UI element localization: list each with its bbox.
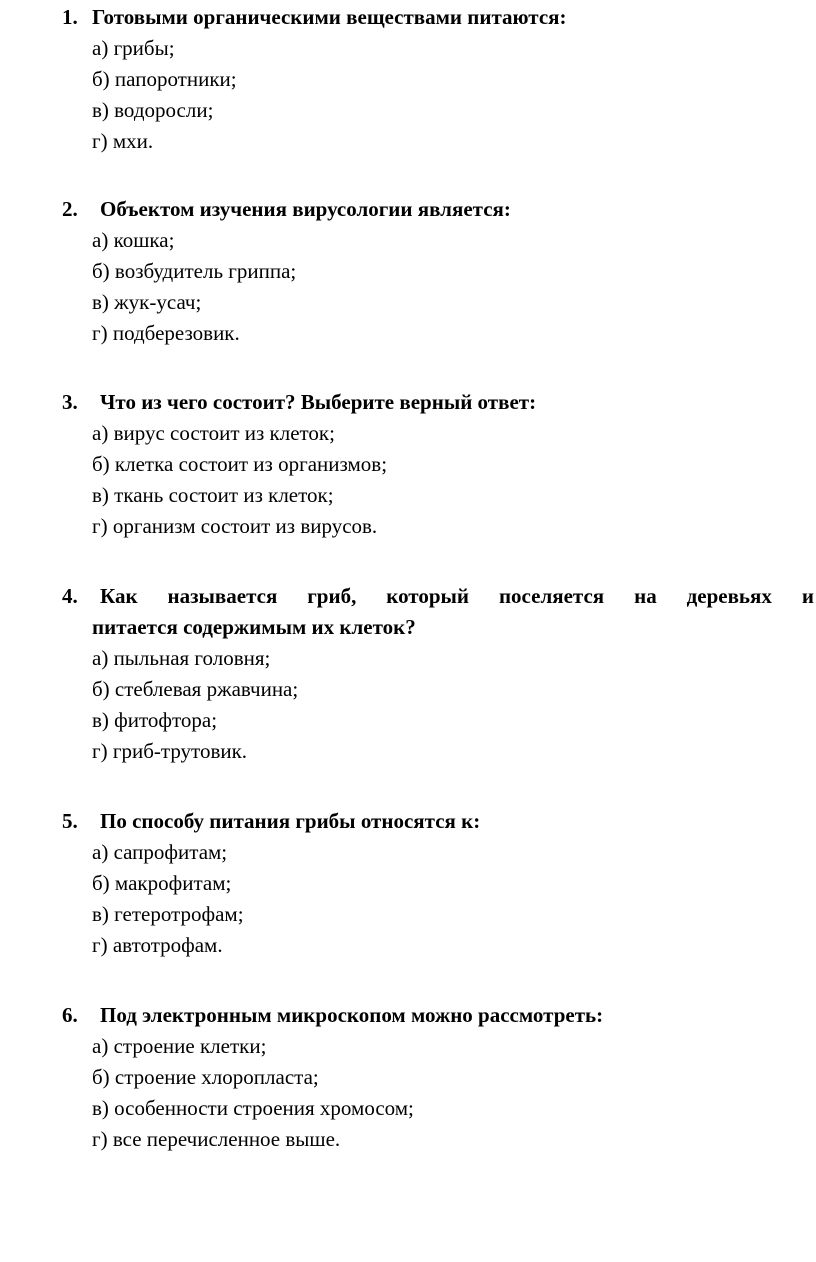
answer-option: б) строение хлоропласта; <box>92 1065 319 1089</box>
answer-option: в) водоросли; <box>92 98 214 122</box>
answer-option: б) клетка состоит из организмов; <box>92 452 388 476</box>
question-number: 3. <box>62 390 78 414</box>
question-text: Готовыми органическими веществами питаются: <box>92 5 567 29</box>
question-3 <box>0 387 816 542</box>
question-4 <box>0 581 816 767</box>
question-number: 6. <box>62 1003 78 1027</box>
answer-option: б) макрофитам; <box>92 871 232 895</box>
answer-option: г) подберезовик. <box>92 321 240 345</box>
answer-option: а) кошка; <box>92 228 175 252</box>
question-number: 2. <box>62 197 78 221</box>
question-word: который <box>386 584 470 608</box>
question-word: и <box>801 584 814 608</box>
question-text: Объектом изучения вирусологии является: <box>100 197 511 221</box>
answer-option: г) автотрофам. <box>92 933 223 957</box>
answer-option: б) возбудитель гриппа; <box>92 259 297 283</box>
question-word: на <box>634 584 657 608</box>
answer-option: г) мхи. <box>92 129 154 153</box>
question-text-line-2: питается содержимым их клеток? <box>92 615 416 639</box>
question-number: 1. <box>62 5 78 29</box>
question-5 <box>0 806 816 961</box>
question-word: Как <box>100 584 138 608</box>
answer-option: в) жук-усач; <box>92 290 202 314</box>
question-number: 5. <box>62 809 78 833</box>
question-text-line-1 <box>100 581 814 612</box>
answer-option: в) фитофтора; <box>92 708 218 732</box>
question-heading <box>0 194 816 225</box>
question-heading-continued <box>0 612 816 643</box>
answer-option: в) ткань состоит из клеток; <box>92 483 334 507</box>
question-heading <box>0 1000 816 1031</box>
question-word: деревьях <box>686 584 772 608</box>
question-word: называется <box>167 584 278 608</box>
answer-option: б) папоротники; <box>92 67 237 91</box>
question-heading <box>0 2 816 33</box>
answer-option: а) вирус состоит из клеток; <box>92 421 335 445</box>
question-heading <box>0 581 816 612</box>
answer-option: а) строение клетки; <box>92 1034 267 1058</box>
question-2 <box>0 194 816 349</box>
question-heading <box>0 387 816 418</box>
answer-option: г) организм состоит из вирусов. <box>92 514 378 538</box>
answer-option: в) особенности строения хромосом; <box>92 1096 414 1120</box>
answer-option: г) гриб-трутовик. <box>92 739 248 763</box>
answer-option: г) все перечисленное выше. <box>92 1127 341 1151</box>
question-text: По способу питания грибы относятся к: <box>100 809 481 833</box>
answer-option: а) грибы; <box>92 36 175 60</box>
question-text: Под электронным микроскопом можно рассмотреть: <box>100 1003 604 1027</box>
question-word: поселяется <box>498 584 605 608</box>
answer-option: а) сапрофитам; <box>92 840 228 864</box>
question-text: Что из чего состоит? Выберите верный ответ: <box>100 390 537 414</box>
answer-option: б) стеблевая ржавчина; <box>92 677 299 701</box>
answer-option: а) пыльная головня; <box>92 646 271 670</box>
question-6 <box>0 1000 816 1155</box>
question-heading <box>0 806 816 837</box>
answer-option: в) гетеротрофам; <box>92 902 244 926</box>
question-word: гриб, <box>307 584 357 608</box>
question-number: 4. <box>62 584 78 608</box>
question-1 <box>0 2 816 157</box>
